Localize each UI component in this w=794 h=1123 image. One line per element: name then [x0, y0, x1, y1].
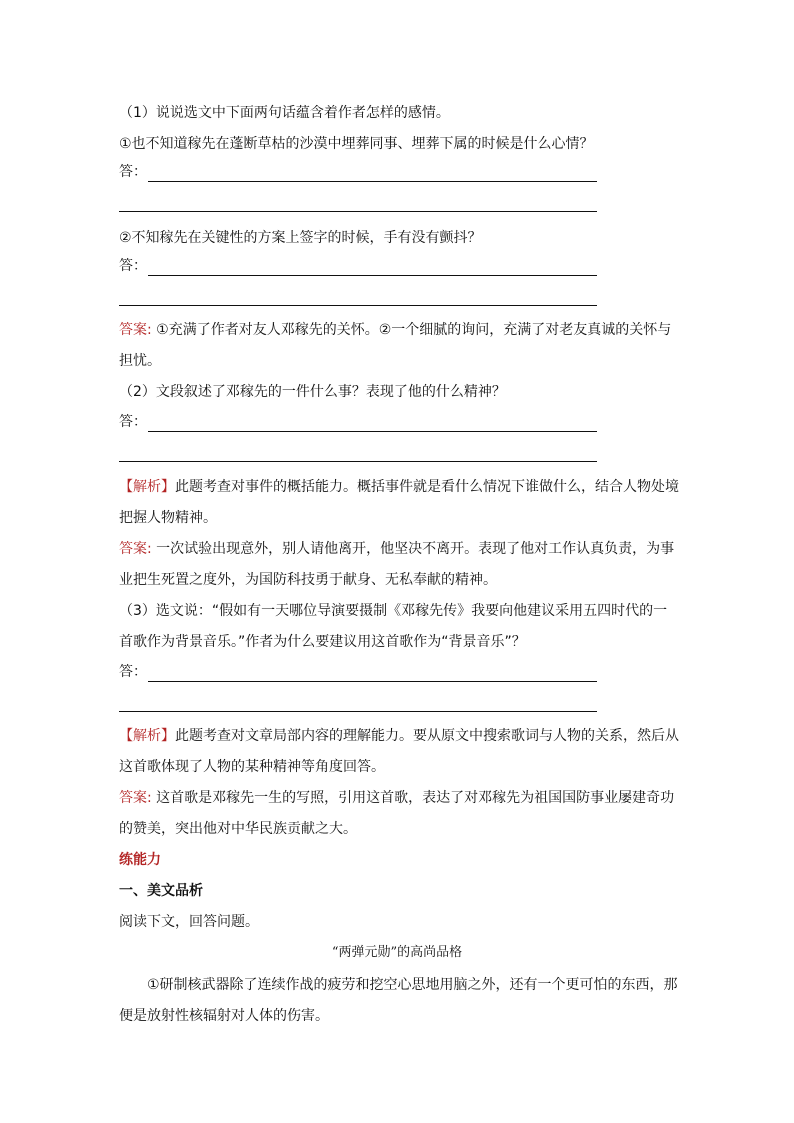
q1-answer-line1 — [119, 320, 671, 340]
q1-sub2: ②不知稼先在关键性的方案上签字的时候，手有没有颤抖？ — [119, 230, 482, 246]
q1-prompt: （1）说说选文中下面两句话蕴含着作者怎样的感情。 — [119, 105, 450, 121]
answer-text: ①充满了作者对友人邓稼先的关怀。②一个细腻的询问，充满了对老友真诚的关怀与 — [151, 322, 672, 338]
q3-analysis-line2: 这首歌体现了人物的某种精神等角度回答。 — [119, 759, 385, 775]
answer-blank-line[interactable] — [119, 305, 597, 306]
q3-answer-line2: 的赞美，突出他对中华民族贡献之大。 — [119, 821, 357, 837]
article-para1-line2: 便是放射性核辐射对人体的伤害。 — [119, 1008, 329, 1024]
answer-blank[interactable] — [119, 256, 597, 276]
answer-underline — [148, 181, 597, 182]
answer-prompt-label: 答： — [119, 164, 147, 180]
answer-blank[interactable] — [119, 662, 597, 682]
analysis-text: 此题考查对文章局部内容的理解能力。要从原文中搜索歌词与人物的关系，然后从 — [175, 728, 679, 744]
answer-tag: 答案: — [119, 541, 152, 557]
answer-text: 这首歌是邓稼先一生的写照，引用这首歌，表达了对邓稼先为祖国国防事业屡建奇功 — [151, 790, 675, 806]
answer-text: 一次试验出现意外，别人请他离开，他坚决不离开。表现了他对工作认真负责，为事 — [151, 541, 675, 557]
answer-underline — [148, 431, 597, 432]
answer-prompt-label: 答： — [119, 258, 147, 274]
answer-blank-line[interactable] — [119, 461, 597, 462]
section-heading: 练能力 — [119, 852, 161, 868]
article-title: “两弹元勋”的高尚品格 — [331, 945, 463, 960]
answer-blank[interactable] — [119, 412, 597, 432]
answer-prompt-label: 答： — [119, 664, 147, 680]
analysis-text: 此题考查对事件的概括能力。概括事件就是看什么情况下谁做什么，结合人物处境 — [175, 479, 679, 495]
reading-instruction: 阅读下文，回答问题。 — [119, 914, 259, 930]
answer-tag: 答案: — [119, 322, 152, 338]
answer-blank-line[interactable] — [119, 211, 597, 212]
q1-answer-line2: 担忧。 — [119, 353, 161, 369]
q3-analysis-line1 — [119, 726, 679, 746]
q2-prompt: （2）文段叙述了邓稼先的一件什么事？表现了他的什么精神？ — [119, 384, 506, 400]
q2-analysis-line2: 把握人物精神。 — [119, 510, 217, 526]
q3-answer-line1 — [119, 788, 674, 808]
answer-underline — [148, 681, 597, 682]
answer-prompt-label: 答： — [119, 414, 147, 430]
article-para1-line1: ①研制核武器除了连续作战的疲劳和挖空心思地用脑之外，还有一个更可怕的东西，那 — [147, 977, 678, 993]
section-subheading: 一、美文品析 — [119, 883, 203, 899]
q2-answer-line1 — [119, 539, 674, 559]
analysis-tag: 【解析】 — [119, 728, 175, 744]
q3-prompt-line2: 首歌作为背景音乐。”作者为什么要建议用这首歌作为“背景音乐”？ — [119, 634, 526, 650]
answer-blank[interactable] — [119, 162, 597, 182]
answer-blank-line[interactable] — [119, 711, 597, 712]
analysis-tag: 【解析】 — [119, 479, 175, 495]
q2-analysis-line1 — [119, 477, 679, 497]
q2-answer-line2: 业把生死置之度外，为国防科技勇于献身、无私奉献的精神。 — [119, 572, 497, 588]
q1-sub1: ①也不知道稼先在蓬断草枯的沙漠中埋葬同事、埋葬下属的时候是什么心情？ — [119, 136, 594, 152]
answer-underline — [148, 275, 597, 276]
q3-prompt-line1: （3）选文说：“假如有一天哪位导演要摄制《邓稼先传》我要向他建议采用五四时代的一 — [119, 603, 668, 619]
answer-tag: 答案: — [119, 790, 152, 806]
